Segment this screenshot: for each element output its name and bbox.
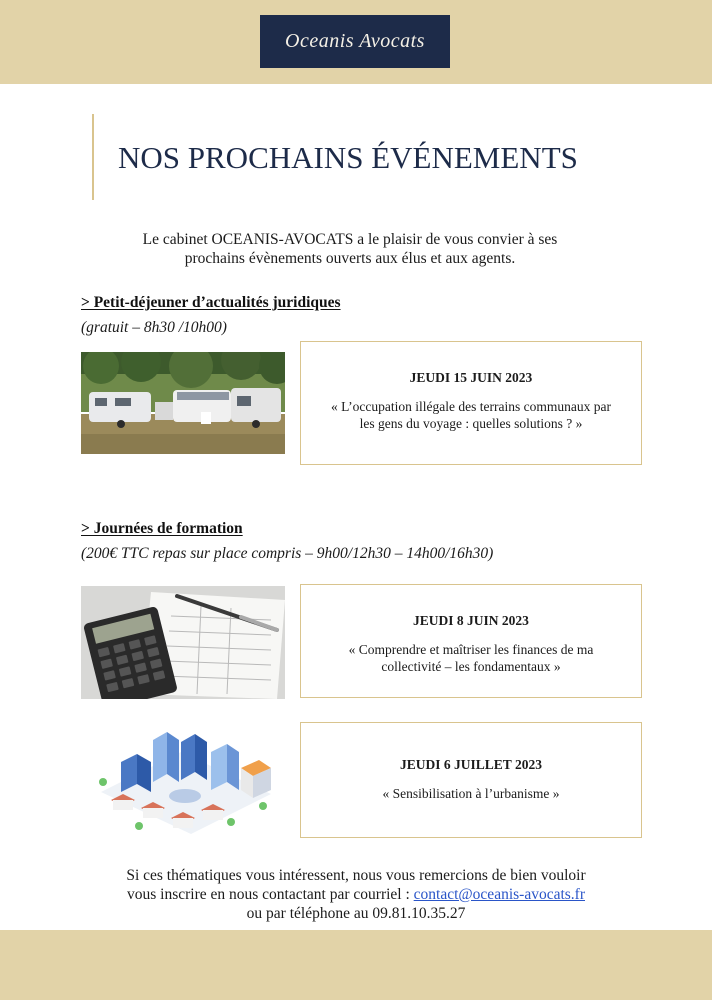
logo [260,15,450,68]
isometric-city-illustration [81,722,285,838]
section-subtitle-breakfast: (gratuit – 8h30 /10h00) [81,319,227,336]
intro-line-2: prochains évènements ouverts aux élus et aux agents. [184,250,516,267]
event-description [323,785,619,802]
closing-text [60,866,652,923]
event-description-line-2: les gens du voyage : quelles solutions ? » [359,416,583,431]
intro-line-1: Le cabinet OCEANIS-AVOCATS a le plaisir de vous convier à ses [142,231,558,248]
event-card-finance [300,584,642,698]
page-title: NOS PROCHAINS ÉVÉNEMENTS [118,140,578,175]
event-description-line-2: collectivité – les fondamentaux » [381,659,561,674]
event-date: JEUDI 15 JUIN 2023 [409,370,533,385]
email-link[interactable]: contact@oceanis-avocats.fr [413,886,585,903]
closing-line-2-prefix: vous inscrire en nous contactant par courriel : [127,886,414,903]
event-card-urbanism [300,722,642,838]
closing-line-1: Si ces thématiques vous intéressent, nous vous remercions de bien vouloir [126,867,586,884]
closing-line-3: ou par téléphone au 09.81.10.35.27 [246,905,466,922]
calculator-photo [81,586,285,699]
section-heading-breakfast: > Petit-déjeuner d’actualités juridiques [81,294,341,311]
event-description [323,641,619,675]
event-description-line-1: « Comprendre et maîtriser les finances de ma [348,642,594,657]
event-date: JEUDI 6 JUILLET 2023 [400,757,542,772]
section-subtitle-training: (200€ TTC repas sur place compris – 9h00/12h30 – 14h00/16h30) [81,545,494,562]
section-heading-training: > Journées de formation [81,520,243,537]
title-accent-bar [92,114,94,200]
logo-text: Oceanis Avocats [285,30,425,52]
event-card-breakfast [300,341,642,465]
footer-band [0,930,712,1000]
event-description [323,398,619,432]
closing-line-2 [60,885,652,904]
event-description-line-1: « Sensibilisation à l’urbanisme » [382,786,560,801]
event-date: JEUDI 8 JUIN 2023 [413,613,529,628]
intro-text [90,230,610,268]
event-description-line-1: « L’occupation illégale des terrains communaux par [331,399,611,414]
caravans-photo [81,352,285,454]
